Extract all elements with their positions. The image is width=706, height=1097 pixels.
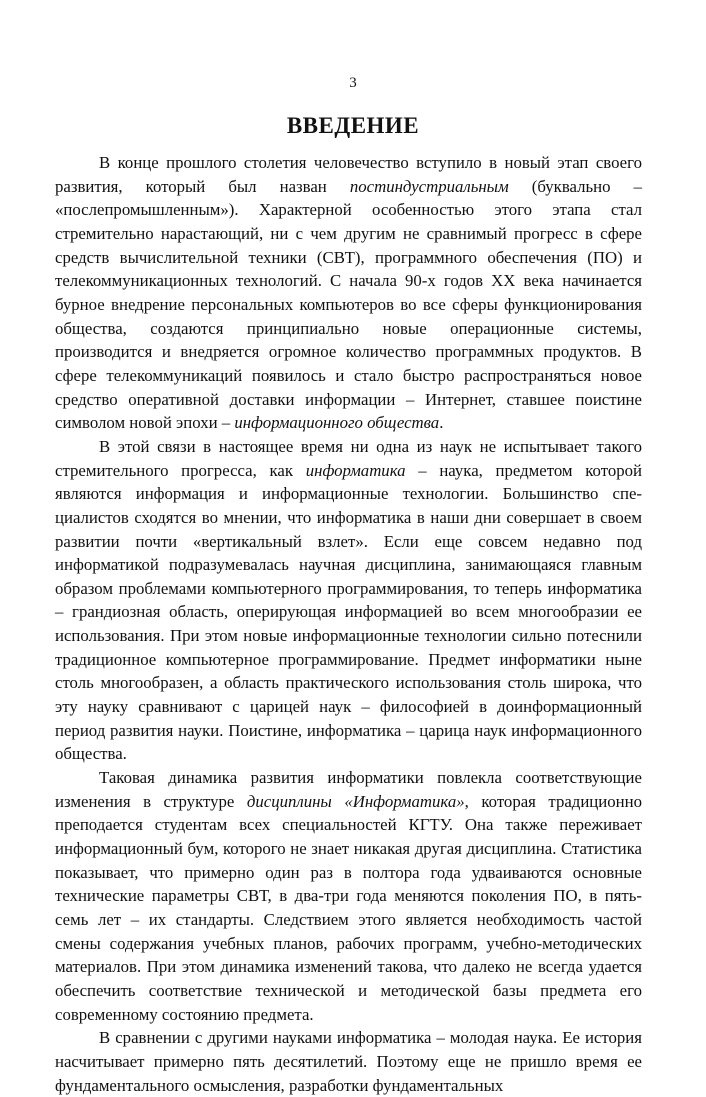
- paragraph-text: В сравнении с другими науками информатика – молодая наука. Ее история насчитывает примерно пять десятилетий. Поэтому еще не пришло время ее фундаментального осмысления, разработки фундаментальных: [55, 1028, 642, 1095]
- paragraph-text: – наука, предметом которой являются информация и информационные технологии. Большинство специалистов сходятся во мнении, что информатика в наши дни совершает в своем развитии почти «вертикальный взлет». Если еще совсем недавно под информатикой подразумевалась научная дисциплина, занимающаяся главным образом проблемами компьютерного программирования, то теперь информатика – грандиозная область, оперирующая информацией во всем многообразии ее использования. При этом новые информационные технологии сильно потеснили традиционное компьютерное программирование. Предмет информатики ныне столь многообразен, а область практического использования столь широка, что эту науку сравнивают с царицей наук – философией в доинформационный период развития науки. Поистине, информатика – царица наук информационного общества.: [55, 460, 642, 764]
- paragraph-text: , которая традиционно преподается студентам всех специальностей КГТУ. Она также переживает информационный бум, которого не знает никакая другая дисциплина. Статистика показывает, что примерно один раз в полтора года удваиваются основные технические параметры СВТ, в два-три года меняются поколения ПО, в пять-семь лет – их стандарты. Следствием этого является необходимость частой смены содержания учебных планов, рабочих программ, учебно-методических материалов. При этом динамика изменений такова, что далеко не всегда удается обеспечить соответствие технической и методической базы предмета его современному состоянию предмета.: [55, 791, 643, 1024]
- paragraph-2: [55, 435, 642, 766]
- paragraph-3: [55, 766, 642, 1026]
- paragraph-text: Таковая динамика развития информатики повлекла соответствующие изменения в структуре: [55, 768, 642, 811]
- body-text: [55, 151, 642, 1097]
- paragraph-text: .: [439, 413, 444, 433]
- italic-term: постиндустриальным: [349, 176, 509, 196]
- paragraph-1: [55, 151, 642, 435]
- page-number: 3: [349, 75, 357, 91]
- paragraph-text: (буквально – «послепромышленным»). Характерной особенностью этого этапа стал стремительно нарастающий, ни с чем другим не сравнимый прогресс в сфере средств вычислительной техники (СВТ), программного обеспечения (ПО) и телекоммуникационных технологий. С начала 90-х годов XX века начинается бурное внедрение персональных компьютеров во все сферы функционирования общества, создаются принципиально новые операционные системы, производится и внедряется огромное количество программных продуктов. В сфере телекоммуникаций появилось и стало быстро распространяться новое средство оперативной доставки информации – Интернет, ставшее поистине символом новой эпохи –: [55, 176, 642, 433]
- italic-term: дисциплины «Информатика»: [246, 791, 465, 811]
- paragraph-text: В этой связи в настоящее время ни одна из наук не испытывает такого стремительного прогресса, как: [55, 436, 642, 480]
- italic-term: информационного общества: [234, 413, 440, 433]
- section-heading: ВВЕДЕНИЕ: [286, 113, 420, 138]
- paragraph-text: В конце прошлого столетия человечество вступило в новый этап своего развития, который был назван: [55, 153, 642, 196]
- paragraph-4: [55, 1026, 642, 1097]
- italic-term: информатика: [305, 460, 406, 480]
